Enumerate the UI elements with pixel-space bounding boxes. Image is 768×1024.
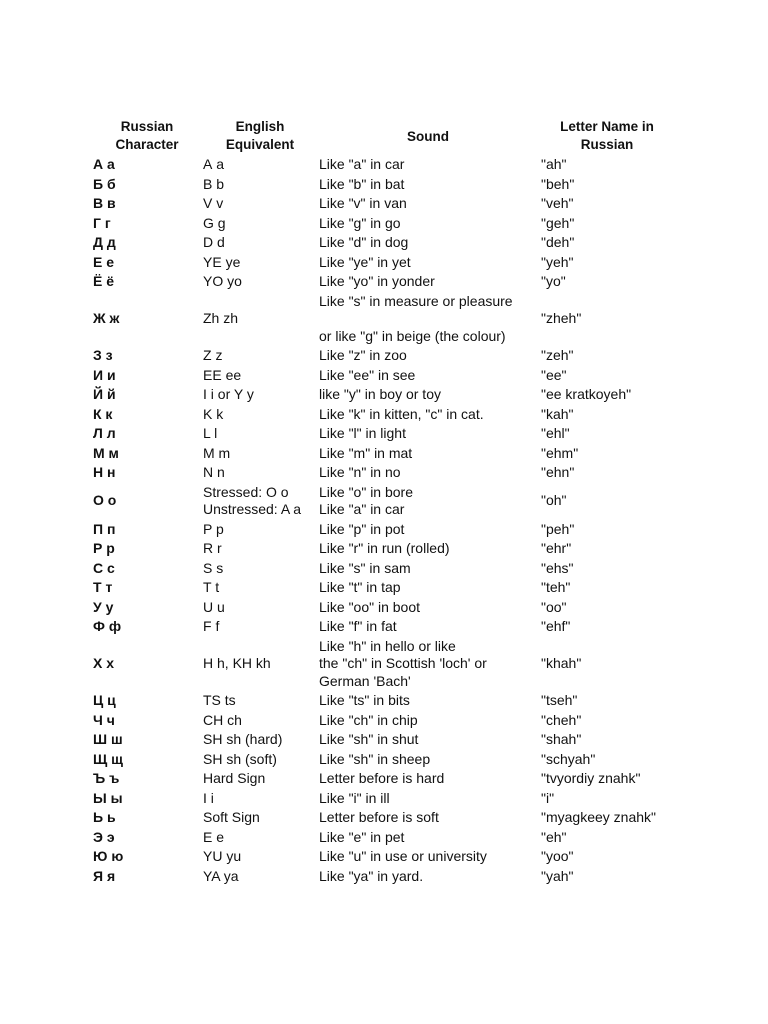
letter-name: "ehm" [541,444,579,461]
english-equivalent-line: CH ch [203,711,242,728]
sound-description [319,712,418,730]
sound-line: Like "f" in fat [319,618,397,634]
letter-name: "geh" [541,214,575,231]
russian-character: Э э [93,828,115,845]
english-equivalent-line: Hard Sign [203,770,266,786]
russian-character: Х х [93,655,115,671]
sound-description [319,638,487,691]
header-letter-name: Letter Name in Russian [560,119,654,152]
sound-line: Like "e" in pet [319,828,405,845]
sound-line: Like "yo" in yonder [319,273,435,289]
sound-description [319,234,408,252]
letter-name: "yah" [541,867,574,884]
russian-character: А а [93,156,115,172]
sound-line: Like "z" in zoo [319,347,407,363]
table-row [0,560,768,580]
english-equivalent-line: H h, KH kh [203,655,271,671]
table-row [0,790,768,810]
table-row [0,484,768,521]
letter-name: "yeh" [541,253,574,270]
russian-character: Е е [93,253,115,270]
letter-name: "tvyordiy znahk" [541,770,641,786]
russian-character: Ц ц [93,692,116,708]
english-equivalent-line: D d [203,234,225,250]
sound-description [319,406,484,424]
sound-line: Like "a" in car [319,501,405,517]
russian-character: В в [93,195,116,211]
english-equivalent [203,367,241,385]
sound-description [319,790,390,808]
russian-character: Ш ш [93,731,123,747]
sound-description [319,464,401,482]
russian-character: С с [93,559,115,576]
russian-character: О о [93,492,117,509]
letter-name: "i" [541,789,555,806]
russian-character: Б б [93,175,116,192]
table-row [0,712,768,732]
sound-line: Like "ch" in chip [319,711,418,728]
table-row [0,751,768,771]
english-equivalent [203,790,214,808]
letter-name: "ehl" [541,425,570,441]
russian-character: Ч ч [93,711,115,728]
english-equivalent-line: EE ee [203,366,242,383]
letter-name: "peh" [541,520,575,537]
table-row [0,540,768,560]
sound-line: Like "k" in kitten, "c" in cat. [319,405,484,422]
english-equivalent-line: А a [203,156,225,172]
english-equivalent-line: YU yu [203,848,242,864]
letter-name: "tseh" [541,692,578,708]
russian-character: У у [93,598,114,615]
sound-line: Like "b" in bat [319,175,405,192]
table-row [0,464,768,484]
english-equivalent [203,655,271,673]
russian-character: Ь ь [93,809,116,825]
table-row [0,770,768,790]
table-row [0,809,768,829]
russian-character: Д д [93,234,116,250]
english-equivalent-line: S s [203,559,224,576]
letter-name: "ehs" [541,559,574,576]
russian-character: Ы ы [93,789,123,806]
sound-line: Like "ts" in bits [319,692,410,708]
english-equivalent [203,521,224,539]
table-row [0,254,768,274]
table-row [0,386,768,406]
english-equivalent [203,484,301,519]
sound-line: Like "ye" in yet [319,253,411,270]
letter-name: "deh" [541,234,575,250]
table-row [0,579,768,599]
sound-line: like "y" in boy or toy [319,386,441,402]
english-equivalent-line: TS ts [203,692,236,708]
english-equivalent-line: SH sh (hard) [203,731,283,747]
letter-name: "zheh" [541,310,582,326]
sound-description [319,215,401,233]
table-row [0,692,768,712]
english-equivalent-line: G g [203,214,226,231]
sound-description [319,367,415,385]
sound-description [319,484,413,519]
letter-name: "myagkeey znahk" [541,809,656,825]
english-equivalent-line: B b [203,175,225,192]
table-row [0,273,768,293]
sound-line: Like "sh" in shut [319,731,419,747]
english-equivalent-line: Zh zh [203,310,239,326]
sound-line: Like "h" in hello or like [319,637,456,654]
english-equivalent [203,579,219,597]
sound-line: Like "l" in light [319,425,406,441]
sound-description [319,599,420,617]
english-equivalent [203,347,222,365]
english-equivalent [203,254,240,272]
english-equivalent-line: SH sh (soft) [203,750,277,767]
letter-name: "ee" [541,366,567,383]
sound-description [319,560,411,578]
english-equivalent [203,692,236,710]
sound-line: the "ch" in Scottish 'loch' or [319,655,487,671]
english-equivalent [203,560,223,578]
sound-line: Letter before is hard [319,770,445,786]
sound-line: Like "sh" in sheep [319,750,431,767]
russian-character: Щ щ [93,750,123,767]
sound-description [319,386,441,404]
english-equivalent [203,406,223,424]
letter-name: "ehr" [541,540,572,556]
sound-line: German 'Bach' [319,672,411,689]
letter-name: "khah" [541,655,582,671]
english-equivalent [203,712,242,730]
russian-character: Л л [93,425,116,441]
english-equivalent [203,618,219,636]
sound-line: Like "u" in use or university [319,848,487,864]
sound-description [319,347,407,365]
letter-name: "yo" [541,273,566,289]
sound-line: Like "a" in car [319,156,405,172]
english-equivalent-line: Soft Sign [203,809,260,825]
letter-name: "shah" [541,731,582,747]
letter-name: "ehf" [541,618,571,634]
english-equivalent [203,445,230,463]
russian-character: Я я [93,867,116,884]
english-equivalent [203,310,238,328]
sound-description [319,445,412,463]
english-equivalent [203,234,225,252]
english-equivalent [203,273,242,291]
english-equivalent-line: Z z [203,347,223,363]
letter-name: "yoo" [541,848,574,864]
header-russian-character: Russian Character [115,119,179,152]
russian-character: К к [93,405,113,422]
sound-line: Like "p" in pot [319,520,405,537]
letter-name: "teh" [541,579,571,595]
english-equivalent-line: R r [203,540,222,556]
english-equivalent [203,751,277,769]
sound-description [319,293,513,346]
letter-name: "schyah" [541,750,596,767]
sound-description [319,254,411,272]
sound-description [319,751,430,769]
table-row [0,347,768,367]
sound-description [319,848,487,866]
english-equivalent-line: I i or Y y [203,386,254,402]
russian-character: Ъ ъ [93,770,120,786]
english-equivalent [203,731,282,749]
table-row [0,638,768,693]
sound-line: Like "n" in no [319,464,401,480]
english-equivalent [203,809,260,827]
table-row [0,829,768,849]
letter-name: "ah" [541,156,567,172]
table-row [0,176,768,196]
sound-description [319,156,404,174]
table-row [0,618,768,638]
russian-character: Н н [93,464,116,480]
letter-name: "beh" [541,175,575,192]
table-row [0,156,768,176]
table-row [0,599,768,619]
sound-description [319,829,404,847]
letter-name: "zeh" [541,347,574,363]
table-row [0,406,768,426]
english-equivalent-line: V v [203,195,224,211]
english-equivalent-line: L l [203,425,218,441]
sound-line: Like "ya" in yard. [319,867,424,884]
english-equivalent [203,599,225,617]
letter-name: "ehn" [541,464,575,480]
letter-name: "eh" [541,828,567,845]
sound-description [319,195,407,213]
english-equivalent-line: Stressed: O o [203,483,289,500]
russian-character: Г г [93,214,111,231]
sound-line: Letter before is soft [319,809,439,825]
sound-description [319,868,423,886]
sound-line: Like "m" in mat [319,444,413,461]
sound-line: Like "v" in van [319,195,407,211]
table-row [0,731,768,751]
sound-line: Like "g" in go [319,214,401,231]
english-equivalent [203,770,265,788]
english-equivalent-line: F f [203,618,220,634]
letter-name: "kah" [541,405,574,422]
table-row [0,367,768,387]
english-equivalent [203,868,239,886]
english-equivalent-line: U u [203,598,225,615]
russian-character: М м [93,444,119,461]
letter-name: "oo" [541,598,567,615]
english-equivalent [203,386,254,404]
header-english-equivalent: English Equivalent [225,119,295,152]
letter-name: "veh" [541,195,574,211]
sound-line: Like "oo" in boot [319,598,421,615]
english-equivalent-line: I i [203,789,214,806]
sound-description [319,618,397,636]
english-equivalent [203,464,225,482]
english-equivalent [203,195,223,213]
letter-name: "ee kratkoyeh" [541,386,632,402]
russian-character: Ё ё [93,273,115,289]
sound-line: Like "ee" in see [319,366,416,383]
sound-description [319,425,406,443]
table-row [0,445,768,465]
english-equivalent-line: P p [203,520,224,537]
sound-description [319,809,439,827]
english-equivalent-line: K k [203,405,224,422]
sound-line: Like "s" in measure or pleasure [319,292,513,309]
sound-line [319,310,513,328]
letter-name: "oh" [541,492,567,509]
sound-line: Like "o" in bore [319,483,413,500]
russian-character: Р р [93,540,115,556]
table-row [0,234,768,254]
table-row [0,521,768,541]
sound-description [319,692,410,710]
sound-description [319,770,444,788]
english-equivalent-line: YO yo [203,273,242,289]
english-equivalent [203,540,222,558]
english-equivalent [203,829,224,847]
sound-description [319,731,418,749]
sound-description [319,579,401,597]
english-equivalent-line: Unstressed: A a [203,501,302,517]
sound-line: Like "r" in run (rolled) [319,540,450,556]
sound-description [319,540,450,558]
russian-character: Ж ж [93,310,120,326]
english-equivalent-line: YE ye [203,253,241,270]
header-sound: Sound [407,129,449,144]
sound-line: Like "t" in tap [319,579,401,595]
sound-line: Like "d" in dog [319,234,409,250]
russian-character: Й й [93,386,116,402]
russian-character: Т т [93,579,113,595]
russian-character: П п [93,520,116,537]
russian-character: З з [93,347,113,363]
sound-description [319,521,404,539]
letter-name: "cheh" [541,711,582,728]
sound-description [319,273,435,291]
english-equivalent [203,176,224,194]
english-equivalent-line: T t [203,579,220,595]
table-row [0,425,768,445]
sound-description [319,176,404,194]
table-row [0,848,768,868]
table-row [0,868,768,888]
russian-character: Ф ф [93,618,122,634]
russian-character: Ю ю [93,848,124,864]
sound-line: Like "i" in ill [319,789,390,806]
english-equivalent-line: N n [203,464,225,480]
table-row [0,195,768,215]
english-equivalent [203,425,217,443]
english-equivalent-line: E e [203,828,225,845]
english-equivalent-line: YA ya [203,867,239,884]
sound-line: or like "g" in beige (the colour) [319,327,506,344]
english-equivalent [203,848,241,866]
english-equivalent-line: M m [203,444,231,461]
english-equivalent [203,215,226,233]
english-equivalent [203,156,224,174]
table-row [0,215,768,235]
table-row [0,293,768,348]
russian-character: И и [93,366,116,383]
sound-line: Like "s" in sam [319,559,411,576]
